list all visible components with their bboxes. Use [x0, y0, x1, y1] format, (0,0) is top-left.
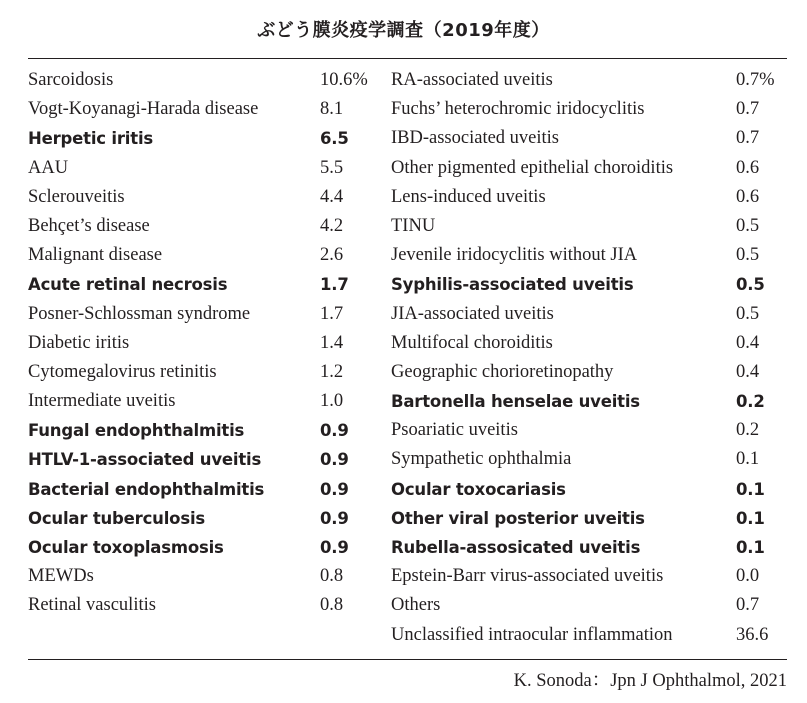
disease-name: Sarcoidosis	[28, 70, 114, 90]
right-column	[391, 66, 775, 650]
disease-name: HTLV-1-associated uveitis	[28, 450, 262, 470]
citation: K. Sonoda：Jpn J Ophthalmol, 2021	[513, 671, 787, 691]
disease-name: Rubella-assosicated uveitis	[391, 538, 641, 557]
disease-name: Ocular toxoplasmosis	[28, 538, 224, 557]
table-row	[391, 358, 771, 387]
table-row	[391, 270, 771, 299]
percentage-value: 0.5	[736, 215, 760, 236]
percentage-value: 0.7	[736, 128, 760, 149]
disease-name: Geographic chorioretinopathy	[391, 361, 614, 382]
table-row	[391, 445, 771, 474]
percentage-value: 1.7	[320, 275, 349, 295]
percentage-value: 0.2	[736, 392, 765, 412]
percentage-value: 1.2	[320, 361, 344, 382]
disease-name: Intermediate uveitis	[28, 391, 176, 412]
percentage-value: 6.5	[320, 129, 349, 149]
percentage-value: 8.1	[320, 99, 344, 120]
percentage-value: 2.6	[320, 245, 344, 266]
disease-name: Sclerouveitis	[28, 186, 125, 207]
disease-name: Malignant disease	[28, 245, 163, 266]
table-row	[28, 183, 368, 212]
disease-name: Lens-induced uveitis	[391, 186, 546, 207]
disease-name: Others	[391, 595, 441, 616]
percentage-value: 0.8	[320, 595, 344, 616]
disease-name: Posner-Schlossman syndrome	[28, 303, 251, 324]
percentage-value: 0.7	[736, 99, 760, 120]
table-row	[28, 591, 368, 620]
percentage-value: 0.1	[736, 538, 765, 557]
table-row	[28, 475, 368, 504]
percentage-value: 0.1	[736, 449, 760, 470]
table-row	[28, 212, 368, 241]
disease-name: Fuchs’ heterochromic iridocyclitis	[391, 99, 645, 120]
table-row	[391, 183, 771, 212]
table-row	[391, 504, 771, 533]
table-row	[391, 212, 771, 241]
top-rule	[28, 58, 787, 59]
disease-name: Ocular tuberculosis	[28, 508, 206, 528]
percentage-value: 0.4	[736, 332, 760, 353]
percentage-value: 0.2	[736, 420, 760, 441]
disease-name: Unclassified intraocular inflammation	[391, 624, 673, 645]
table-row	[391, 95, 771, 124]
disease-name: Acute retinal necrosis	[28, 275, 228, 295]
percentage-value: 0.0	[736, 566, 760, 587]
percentage-value: 1.7	[320, 303, 344, 324]
percentage-value: 1.4	[320, 332, 344, 353]
table-row	[391, 416, 771, 445]
percentage-value: 0.9	[320, 538, 349, 557]
percentage-value: 0.6	[736, 157, 760, 178]
disease-name: MEWDs	[28, 566, 94, 587]
table-row	[28, 300, 368, 329]
table-row	[28, 95, 368, 124]
disease-name: AAU	[28, 157, 69, 178]
table-row	[391, 475, 771, 504]
percentage-value: 0.4	[736, 361, 760, 382]
table-row	[28, 124, 368, 153]
table-row	[391, 66, 775, 95]
disease-name: Other pigmented epithelial choroiditis	[391, 157, 674, 178]
disease-name: Sympathetic ophthalmia	[391, 449, 572, 470]
table-row	[28, 154, 368, 183]
percentage-value: 0.9	[320, 508, 349, 528]
disease-name: JIA-associated uveitis	[391, 303, 554, 324]
table-row	[28, 416, 368, 445]
percentage-value: 5.5	[320, 157, 344, 178]
table-row	[28, 562, 368, 591]
disease-name: Cytomegalovirus retinitis	[28, 361, 217, 382]
disease-name: RA-associated uveitis	[391, 70, 553, 90]
table-row	[28, 533, 368, 562]
table-row	[28, 387, 368, 416]
percentage-value: 0.9	[320, 450, 349, 470]
percentage-value: 0.1	[736, 508, 765, 528]
percentage-value: 1.0	[320, 391, 344, 412]
disease-name: Bartonella henselae uveitis	[391, 392, 640, 412]
percentage-value: 4.4	[320, 186, 344, 207]
disease-name: Bacterial endophthalmitis	[28, 479, 265, 499]
table-row	[28, 270, 368, 299]
percentage-value: 0.9	[320, 479, 349, 499]
table-row	[391, 329, 771, 358]
percentage-value: 0.9	[320, 421, 349, 441]
percentage-value: 0.6	[736, 186, 760, 207]
percentage-value: 0.5	[736, 303, 760, 324]
disease-name: Herpetic iritis	[28, 129, 154, 149]
table-row	[391, 300, 771, 329]
disease-name: Other viral posterior uveitis	[391, 508, 645, 528]
percentage-value: 0.1	[736, 479, 765, 499]
disease-name: Fungal endophthalmitis	[28, 421, 245, 441]
table-row	[28, 445, 368, 474]
percentage-value: 0.7%	[736, 70, 775, 90]
table-row	[28, 358, 368, 387]
disease-name: Ocular toxocariasis	[391, 479, 566, 499]
table-row	[391, 562, 771, 591]
table-title: ぶどう膜炎疫学調査（2019年度）	[257, 20, 550, 41]
table-row	[391, 621, 771, 650]
bottom-rule	[28, 659, 787, 660]
disease-name: Psoariatic uveitis	[391, 420, 518, 441]
percentage-value: 0.7	[736, 595, 760, 616]
disease-name: Syphilis-associated uveitis	[391, 275, 634, 295]
table-row	[391, 124, 771, 153]
percentage-value: 0.5	[736, 275, 765, 295]
disease-name: IBD-associated uveitis	[391, 128, 559, 149]
table-row	[391, 591, 771, 620]
table-row	[391, 533, 771, 562]
disease-name: Behçet’s disease	[28, 215, 150, 236]
disease-name: Vogt-Koyanagi-Harada disease	[28, 99, 259, 120]
table-row	[28, 504, 368, 533]
table-row	[391, 241, 771, 270]
table-row	[28, 241, 368, 270]
disease-name: Retinal vasculitis	[28, 595, 156, 616]
table-row	[391, 154, 771, 183]
percentage-value: 0.5	[736, 245, 760, 266]
percentage-value: 36.6	[736, 624, 769, 645]
table-row	[391, 387, 771, 416]
table-row	[28, 66, 368, 95]
disease-name: Multifocal choroiditis	[391, 332, 553, 353]
percentage-value: 0.8	[320, 566, 344, 587]
disease-name: Epstein-Barr virus-associated uveitis	[391, 566, 664, 587]
disease-name: Diabetic iritis	[28, 332, 130, 353]
left-column	[28, 66, 368, 621]
percentage-value: 4.2	[320, 215, 344, 236]
percentage-value: 10.6%	[320, 70, 368, 90]
table-row	[28, 329, 368, 358]
disease-name: Jevenile iridocyclitis without JIA	[391, 245, 638, 266]
disease-name: TINU	[391, 215, 436, 236]
